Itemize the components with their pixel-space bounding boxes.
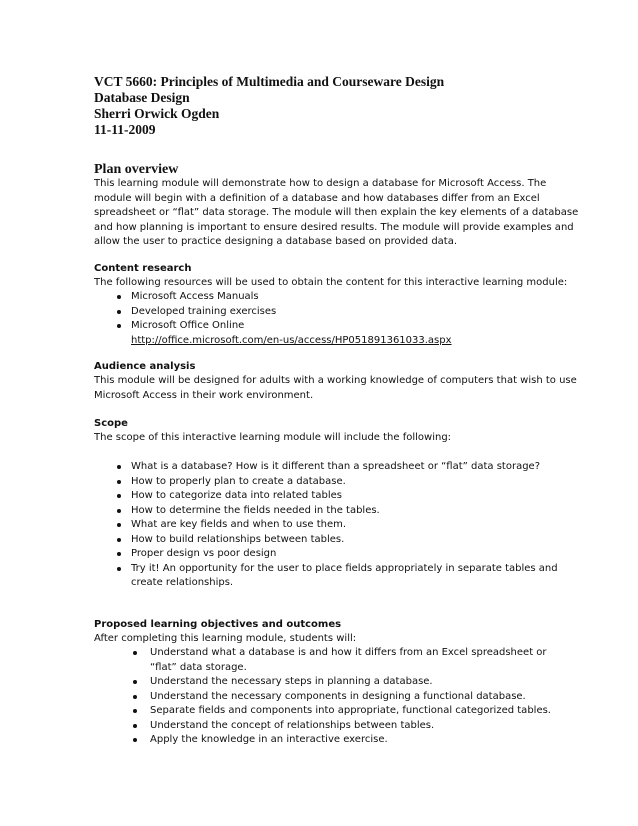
paragraph-line: spreadsheet or “flat” data storage. The module will then explain the key elements of a database: [94, 207, 579, 218]
list-item: Understand the necessary steps in planning a database.: [150, 675, 551, 690]
paragraph-line: The scope of this interactive learning module will include the following:: [94, 432, 452, 443]
list-item: What are key fields and when to use them.: [131, 518, 558, 533]
list-item: Understand the concept of relationships between tables.: [150, 719, 551, 734]
paragraph-line: Microsoft Access in their work environment.: [94, 389, 314, 401]
audience-analysis-text: [94, 374, 577, 403]
bullet-icon: [117, 295, 121, 299]
list-item: Separate fields and components into appropriate, functional categorized tables.: [150, 704, 551, 719]
bullet-icon: [117, 509, 121, 513]
paragraph-line: This module will be designed for adults with a working knowledge of computers that wish to use: [94, 375, 577, 386]
list-item: Proper design vs poor design: [131, 547, 558, 562]
scope-list: [131, 460, 558, 591]
paragraph-line: allow the user to practice designing a database based on provided data.: [94, 236, 458, 247]
plan-overview-heading: Plan overview: [94, 162, 179, 177]
author-name: Sherri Orwick Ogden: [94, 106, 220, 121]
bullet-icon: [117, 552, 121, 556]
bullet-icon: [117, 324, 121, 328]
scope-heading: Scope: [94, 418, 128, 429]
list-item: How to properly plan to create a database.: [131, 475, 558, 490]
document-header: [94, 74, 444, 138]
topic-title: Database Design: [94, 90, 190, 105]
list-item: What is a database? How is it different than a spreadsheet or “flat” data storage?: [131, 460, 558, 475]
content-research-heading: Content research: [94, 263, 192, 274]
list-item: How to build relationships between tables.: [131, 533, 558, 548]
list-item: How to determine the fields needed in the tables.: [131, 504, 558, 519]
office-online-link[interactable]: http://office.microsoft.com/en-us/access/HP051891361033.aspx: [131, 334, 452, 346]
paragraph-line: This learning module will demonstrate how to design a database for Microsoft Access. The: [94, 178, 547, 189]
bullet-icon: [133, 680, 137, 684]
bullet-icon: [133, 738, 137, 742]
bullet-icon: [133, 724, 137, 728]
bullet-icon: [133, 695, 137, 699]
course-title: VCT 5660: Principles of Multimedia and Courseware Design: [94, 74, 445, 89]
document-date: 11-11-2009: [94, 122, 156, 137]
bullet-icon: [117, 494, 121, 498]
paragraph-line: module will begin with a definition of a database and how databases differ from an Excel: [94, 192, 540, 204]
bullet-icon: [117, 480, 121, 484]
list-item: Developed training exercises: [131, 305, 452, 320]
paragraph-line: and how planning is important to ensure desired results. The module will provide examples and: [94, 221, 574, 233]
list-item: Microsoft Office Online: [131, 319, 452, 334]
audience-analysis-heading: Audience analysis: [94, 361, 196, 372]
paragraph-line: The following resources will be used to obtain the content for this interactive learning module:: [94, 277, 568, 288]
bullet-icon: [117, 310, 121, 314]
objectives-list: [150, 646, 551, 748]
paragraph-line: After completing this learning module, students will:: [94, 633, 357, 644]
list-item: [131, 334, 452, 349]
plan-overview-text: [94, 177, 579, 250]
list-item: Apply the knowledge in an interactive exercise.: [150, 733, 551, 748]
bullet-icon: [133, 709, 137, 713]
list-item: Understand what a database is and how it differs from an Excel spreadsheet or “flat” data storage.: [150, 646, 551, 675]
bullet-icon: [117, 465, 121, 469]
bullet-icon: [117, 538, 121, 542]
objectives-heading: Proposed learning objectives and outcomes: [94, 619, 342, 630]
list-item: Understand the necessary components in designing a functional database.: [150, 690, 551, 705]
content-research-intro: [94, 276, 568, 291]
bullet-icon: [117, 567, 121, 571]
scope-intro: [94, 431, 554, 446]
list-item: Microsoft Access Manuals: [131, 290, 452, 305]
content-research-list: [131, 290, 452, 348]
list-item: How to categorize data into related tables: [131, 489, 558, 504]
bullet-icon: [133, 651, 137, 655]
objectives-intro: [94, 632, 554, 647]
bullet-icon: [117, 523, 121, 527]
list-item: Try it! An opportunity for the user to place fields appropriately in separate tables and create relationships.: [131, 562, 558, 591]
